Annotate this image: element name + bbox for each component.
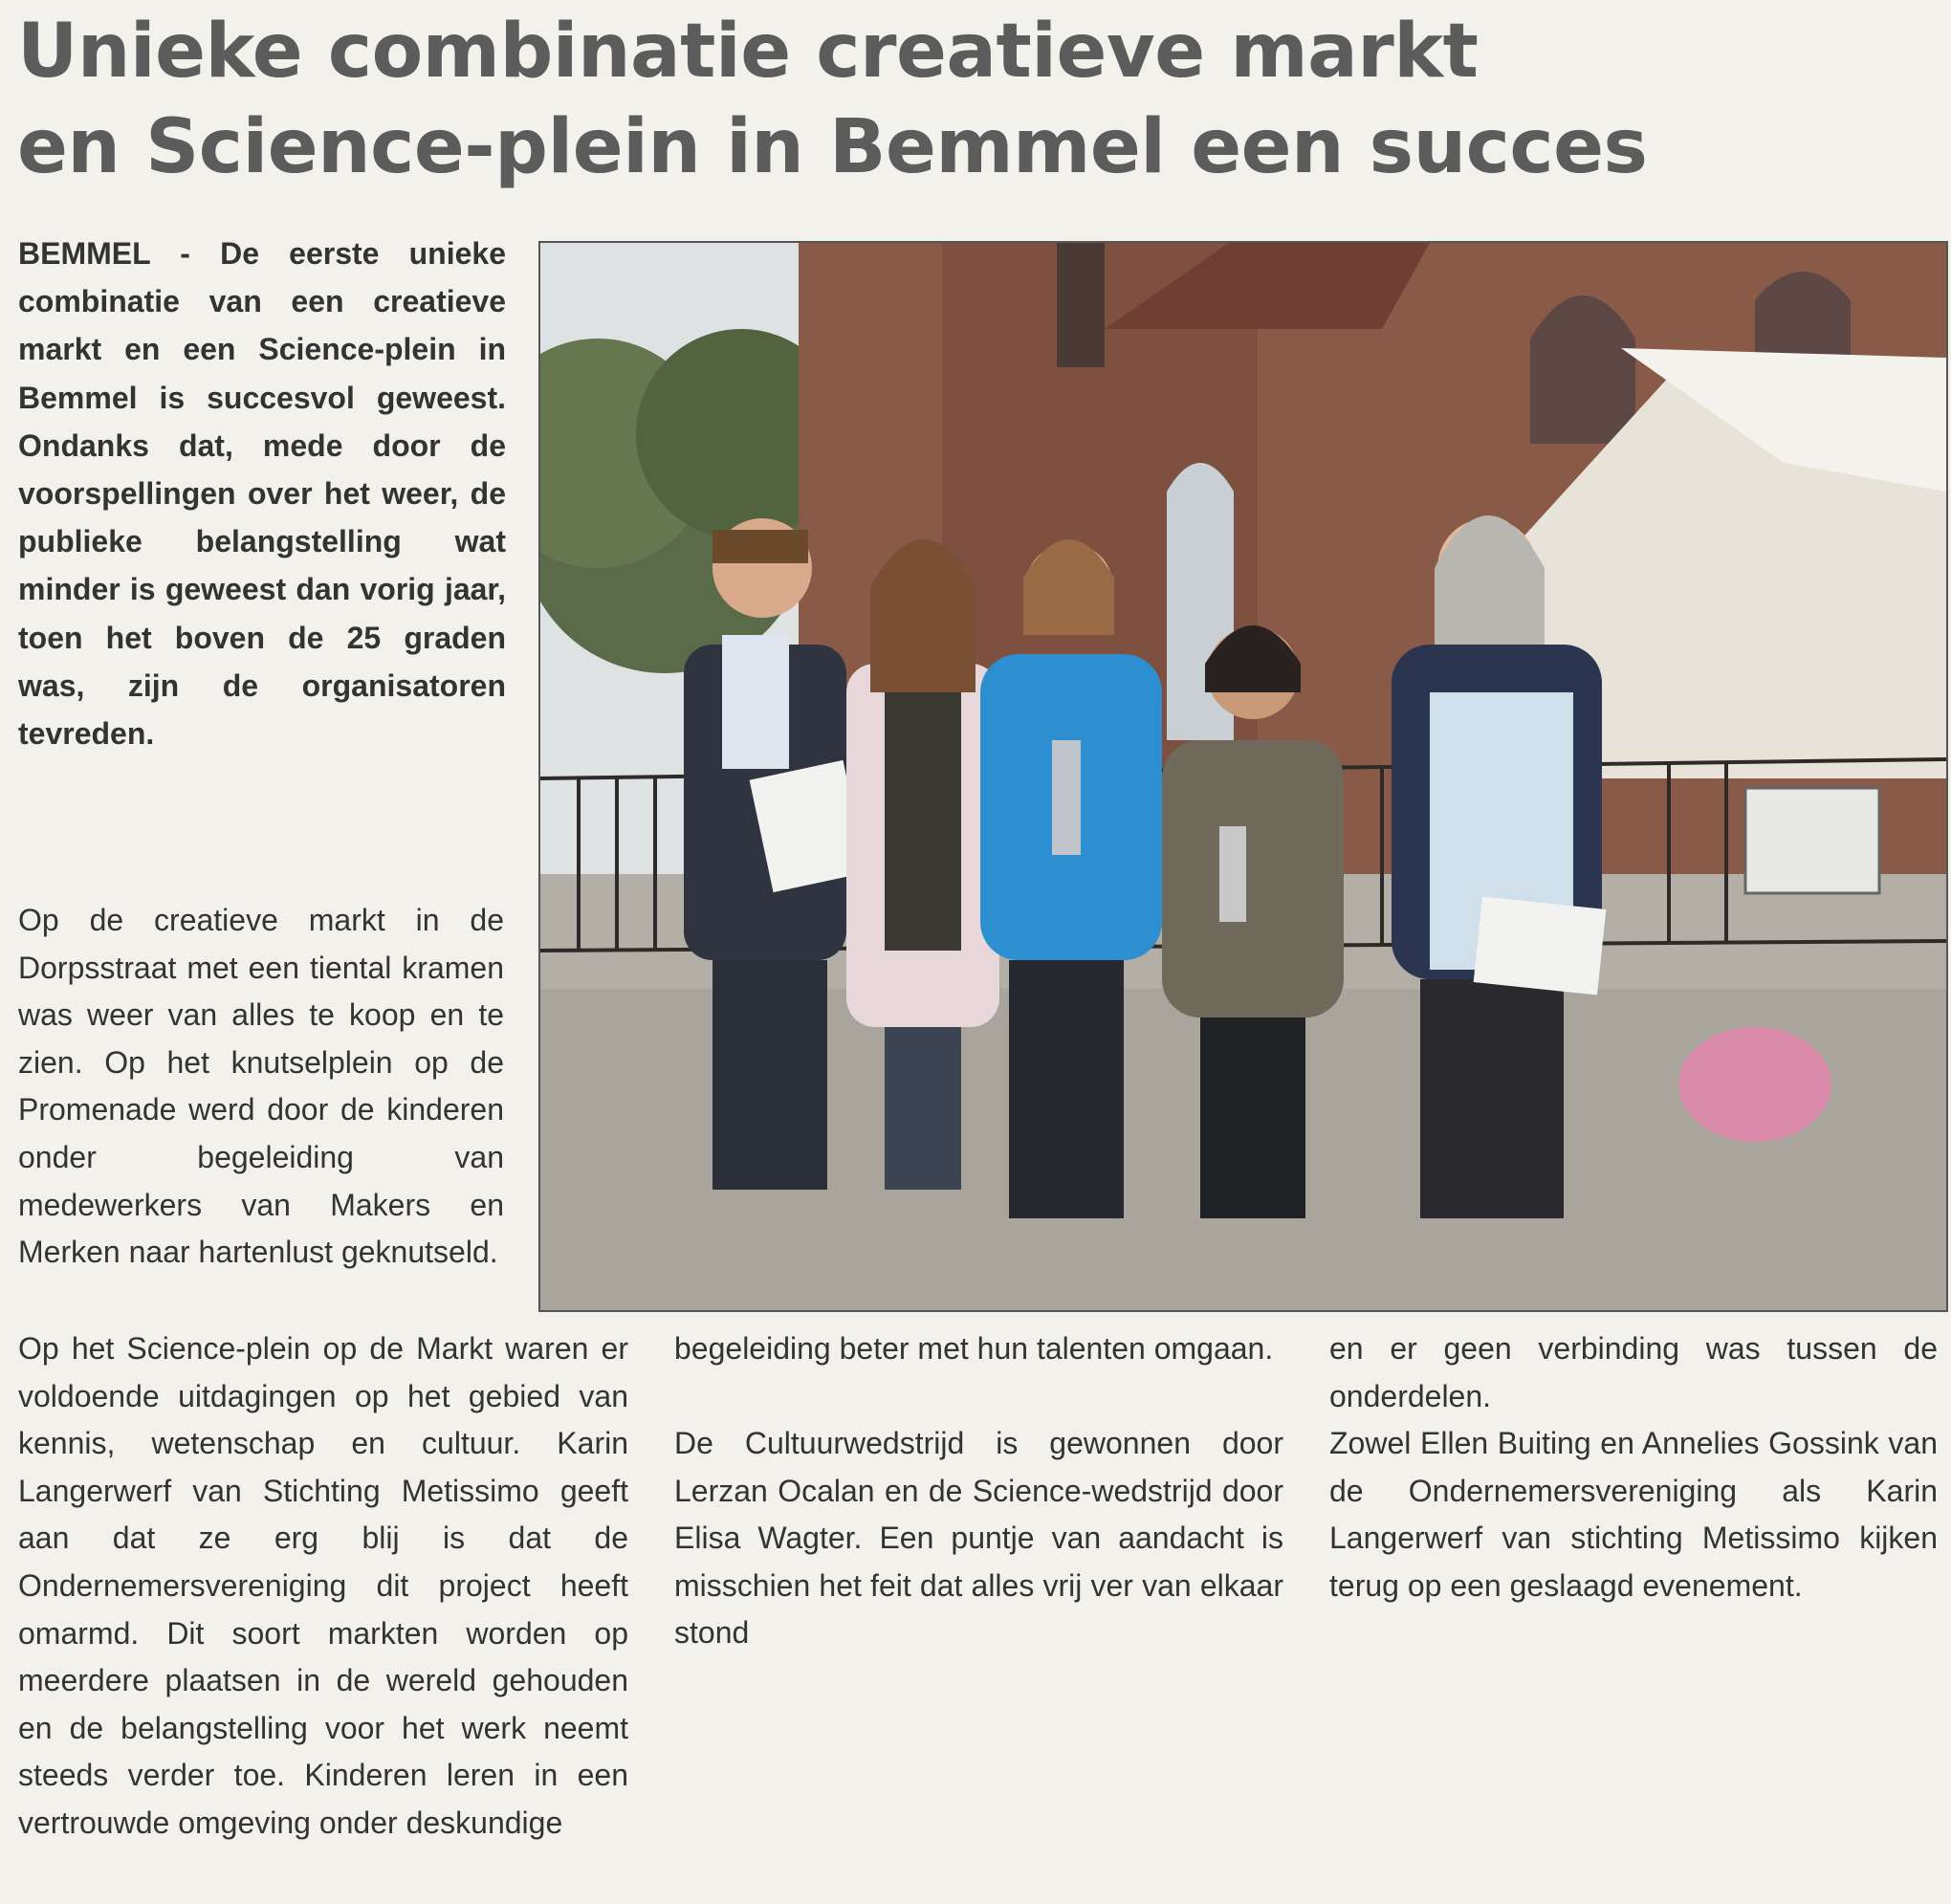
col1-paragraph-2: Op het Science-plein op de Markt waren er voldoende uitdagingen op het gebied van kennis, wetenschap en cultuur. Karin Langerwerf van Stichting Metissimo geeft aan dat ze erg blij is dat de Ondernemersvereniging dit project heeft omarmd. Dit soort markten worden op meerdere plaatsen in de wereld gehouden en de belangstelling voor het werk neemt steeds verder toe. Kinderen leren in een vertrouwde omgeving onder deskundige [18, 1331, 628, 1840]
headline-line-1: Unieke combinatie creatieve markt [17, 9, 1479, 95]
col3-paragraph-2: Zowel Ellen Buiting en Annelies Gossink van de Ondernemersvereniging als Karin Langerwerf van stichting Metissimo kijken terug op een geslaagd evenement. [1329, 1426, 1938, 1603]
col2-paragraph-2: De Cultuurwedstrijd is gewonnen door Lerzan Ocalan en de Science-wedstrijd door Elisa Wagter. Een puntje van aandacht is misschien het feit dat alles vrij ver van elkaar stond [674, 1426, 1283, 1651]
col1-paragraph-1: Op de creatieve markt in de Dorpsstraat met een tiental kramen was weer van alles te koop en te zien. Op het knutselplein op de Promenade werd door de kinderen onder begeleiding van medewerkers van Makers en Merken naar hartenlust geknutseld. [18, 903, 504, 1270]
article-lead: BEMMEL - De eerste unieke combinatie van een creatieve markt en een Science-plein in Bemmel is succesvol geweest. Ondanks dat, mede door de voorspellingen over het weer, de publieke belangstelling wat minder is geweest dan vorig jaar, toen het boven de 25 graden was, zijn de organisatoren tevreden. [18, 236, 506, 752]
headline-line-2: en Science-plein in Bemmel een succes [17, 104, 1648, 190]
col2-paragraph-1: begeleiding beter met hun talenten omgaan. [674, 1331, 1274, 1366]
group-photo-illustration [540, 243, 1946, 1310]
col3-paragraph-1: en er geen verbinding was tussen de onderdelen. [1329, 1331, 1938, 1413]
article-photo [538, 241, 1948, 1312]
article-headline [17, 4, 1930, 195]
